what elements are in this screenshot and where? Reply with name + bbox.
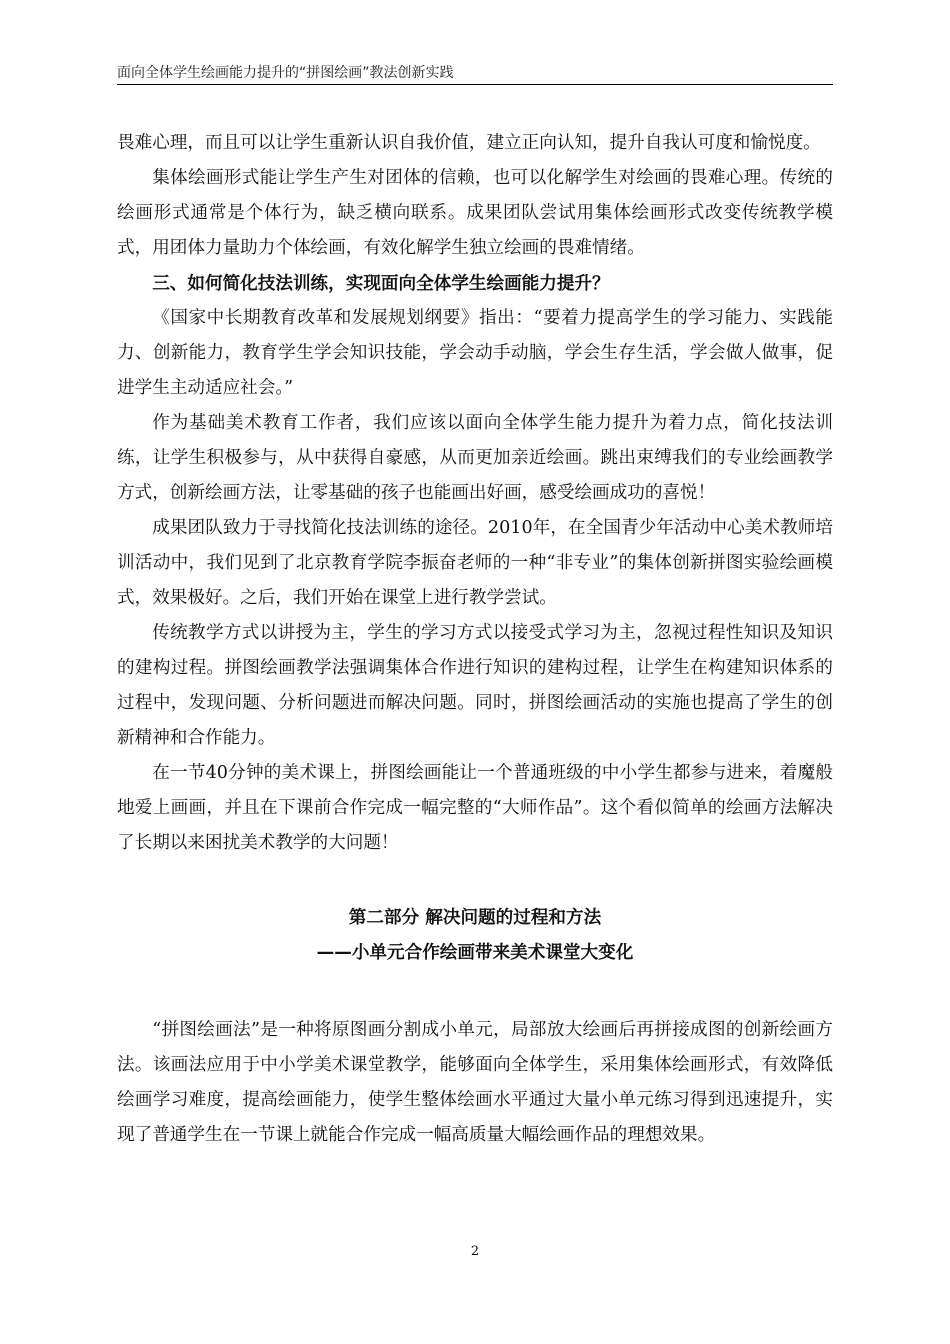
page-number: 2 [470, 1244, 480, 1259]
paragraph: “拼图绘画法”是一种将原图画分割成小单元，局部放大绘画后再拼接成图的创新绘画方法。该画法应用于中小学美术课堂教学，能够面向全体学生，采用集体绘画形式，有效降低绘画学习难度，提高绘画能力，使学生整体绘画水平通过大量小单元练习得到迅速提升，实现了普通学生在一节课上就能合作完成一幅高质量大幅绘画作品的理想效果。 [117, 1020, 833, 1145]
section-heading: 三、如何简化技法训练，实现面向全体学生绘画能力提升？ [152, 273, 610, 294]
part-title: 第二部分 解决问题的过程和方法 [348, 908, 602, 928]
paragraph: 成果团队致力于寻找简化技法训练的途径。2010年，在全国青少年活动中心美术教师培训活动中，我们见到了北京教育学院李振奋老师的一种“非专业”的集体创新拼图实验绘画模式，效果极好。之后，我们开始在课堂上进行教学尝试。 [117, 518, 833, 608]
running-header: 面向全体学生绘画能力提升的“拼图绘画”教法创新实践 [117, 65, 454, 81]
part-subtitle: ——小单元合作绘画带来美术课堂大变化 [316, 943, 634, 963]
header-rule [117, 84, 833, 85]
paragraph: 《国家中长期教育改革和发展规划纲要》指出：“要着力提高学生的学习能力、实践能力、创新能力，教育学生学会知识技能，学会动手动脑，学会生存生活，学会做人做事，促进学生主动适应社会。” [117, 308, 833, 398]
paragraph: 传统教学方式以讲授为主，学生的学习方式以接受式学习为主，忽视过程性知识及知识的建构过程。拼图绘画教学法强调集体合作进行知识的建构过程，让学生在构建知识体系的过程中，发现问题、分析问题进而解决问题。同时，拼图绘画活动的实施也提高了学生的创新精神和合作能力。 [117, 623, 833, 748]
page-content [117, 126, 833, 1153]
spacer [117, 861, 833, 901]
paragraph: 集体绘画形式能让学生产生对团体的信赖，也可以化解学生对绘画的畏难心理。传统的绘画形式通常是个体行为，缺乏横向联系。成果团队尝试用集体绘画形式改变传统教学模式，用团体力量助力个体绘画，有效化解学生独立绘画的畏难情绪。 [117, 168, 833, 258]
paragraph: 作为基础美术教育工作者，我们应该以面向全体学生能力提升为着力点，简化技法训练，让学生积极参与，从中获得自豪感，从而更加亲近绘画。跳出束缚我们的专业绘画教学方式，创新绘画方法，让零基础的孩子也能画出好画，感受绘画成功的喜悦！ [117, 413, 833, 503]
spacer [117, 971, 833, 1013]
paragraph: 畏难心理，而且可以让学生重新认识自我价值，建立正向认知，提升自我认可度和愉悦度。 [117, 133, 821, 153]
paragraph: 在一节40分钟的美术课上，拼图绘画能让一个普通班级的中小学生都参与进来，着魔般地爱上画画，并且在下课前合作完成一幅完整的“大师作品”。这个看似简单的绘画方法解决了长期以来困扰美术教学的大问题！ [117, 763, 833, 853]
